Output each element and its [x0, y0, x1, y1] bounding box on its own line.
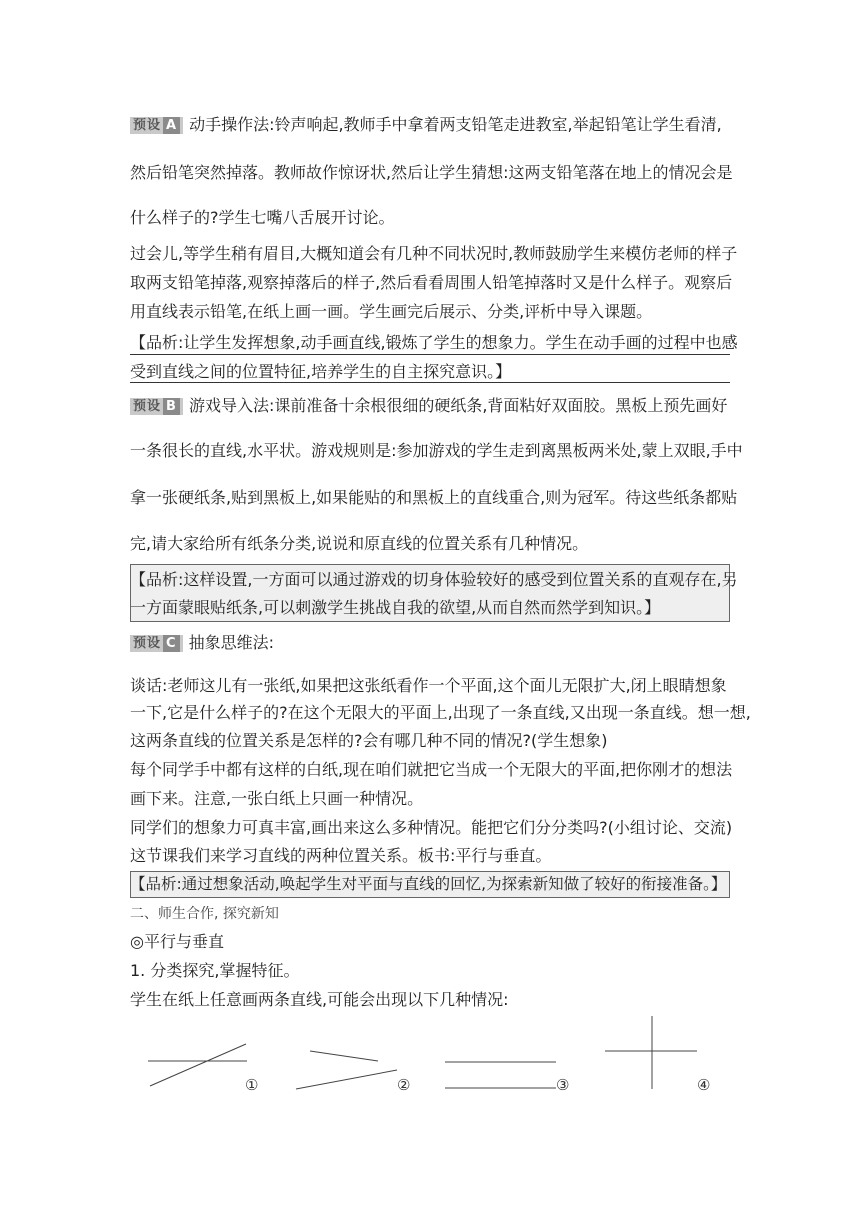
preset-a-comment-1: 【品析:让学生发挥想象,动手画直线,锻炼了学生的想象力。学生在动手画的过程中也感	[130, 333, 738, 352]
fig1-line-b	[150, 1044, 246, 1086]
item-1-heading: 1. 分类探究,掌握特征。	[130, 961, 300, 980]
preset-b-tag: 预设 B	[130, 398, 183, 415]
preset-c-comment: 【品析:通过想象活动,唤起学生对平面与直线的回忆,为探索新知做了较好的衔接准备。】	[130, 875, 727, 893]
preset-c-tag: 预设 C	[130, 635, 183, 652]
preset-c-line-6: 同学们的想象力可真丰富,画出来这么多种情况。能把它们分分类吗?(小组讨论、交流)	[130, 818, 733, 837]
preset-c-line-title: 预设 C 抽象思维法:	[130, 633, 730, 653]
preset-c-line-7: 这节课我们来学习直线的两种位置关系。板书:平行与垂直。	[130, 846, 552, 865]
preset-a-line-6: 用直线表示铅笔,在纸上画一画。学生画完后展示、分类,评析中导入课题。	[130, 302, 653, 321]
preset-c-line-5: 画下来。注意,一张白纸上只画一种情况。	[130, 789, 424, 808]
preset-c-line-4: 每个同学手中都有这样的白纸,现在咱们就把它当成一个无限大的平面,把你刚才的想法	[130, 760, 733, 779]
fig2-line-a	[310, 1051, 378, 1061]
preset-a-line-5: 取两支铅笔掉落,观察掉落后的样子,然后看看周围人铅笔掉落时又是什么样子。观察后	[130, 273, 733, 292]
preset-b-line-4: 完,请大家给所有纸条分类,说说和原直线的位置关系有几种情况。	[130, 534, 589, 553]
preset-a-line-3: 什么样子的?学生七嘴八舌展开讨论。	[130, 208, 395, 227]
preset-b-comment-1: 【品析:这样设置,一方面可以通过游戏的切身体验较好的感受到位置关系的直观存在,另	[130, 570, 738, 589]
fig2-label: ②	[397, 1076, 411, 1094]
preset-a-line-4: 过会儿,等学生稍有眉目,大概知道会有几种不同状况时,教师鼓励学生来模仿老师的样子	[130, 244, 738, 263]
section-heading: 二、师生合作, 探究新知	[130, 906, 279, 922]
preset-a-tag: 预设 A	[130, 117, 183, 134]
preset-a-line-1: 预设 A 动手操作法:铃声响起,教师手中拿着两支铅笔走进教室,举起铅笔让学生看清,	[130, 115, 730, 135]
preset-c-line-2: 一下,它是什么样子的?在这个无限大的平面上,出现了一条直线,又出现一条直线。想一想,	[130, 703, 751, 722]
section-subheading: ◎平行与垂直	[130, 932, 224, 951]
preset-a-comment-2: 受到直线之间的位置特征,培养学生的自主探究意识。】	[130, 362, 512, 381]
fig4-label: ④	[697, 1076, 711, 1094]
fig3-label: ③	[556, 1076, 570, 1094]
fig2-line-b	[296, 1070, 397, 1089]
preset-b-line-3: 拿一张硬纸条,贴到黑板上,如果能贴的和黑板上的直线重合,则为冠军。待这些纸条都贴	[130, 488, 738, 507]
preset-a-line-2: 然后铅笔突然掉落。教师故作惊讶状,然后让学生猜想:这两支铅笔落在地上的情况会是	[130, 163, 733, 182]
preset-c-line-3: 这两条直线的位置关系是怎样的?会有哪几种不同的情况?(学生想象)	[130, 731, 608, 750]
preset-b-line-1: 预设 B 游戏导入法:课前准备十余根很细的硬纸条,背面粘好双面胶。黑板上预先画好	[130, 396, 730, 416]
figure-intro: 学生在纸上任意画两条直线,可能会出现以下几种情况:	[130, 990, 509, 1009]
preset-b-line-2: 一条很长的直线,水平状。游戏规则是:参加游戏的学生走到离黑板两米处,蒙上双眼,手中	[130, 441, 743, 460]
preset-b-comment-2: 一方面蒙眼贴纸条,可以刺激学生挑战自我的欲望,从而自然而然学到知识。】	[130, 598, 661, 617]
fig1-label: ①	[245, 1076, 259, 1094]
preset-c-line-1: 谈话:老师这儿有一张纸,如果把这张纸看作一个平面,这个面儿无限扩大,闭上眼睛想象	[130, 676, 727, 695]
